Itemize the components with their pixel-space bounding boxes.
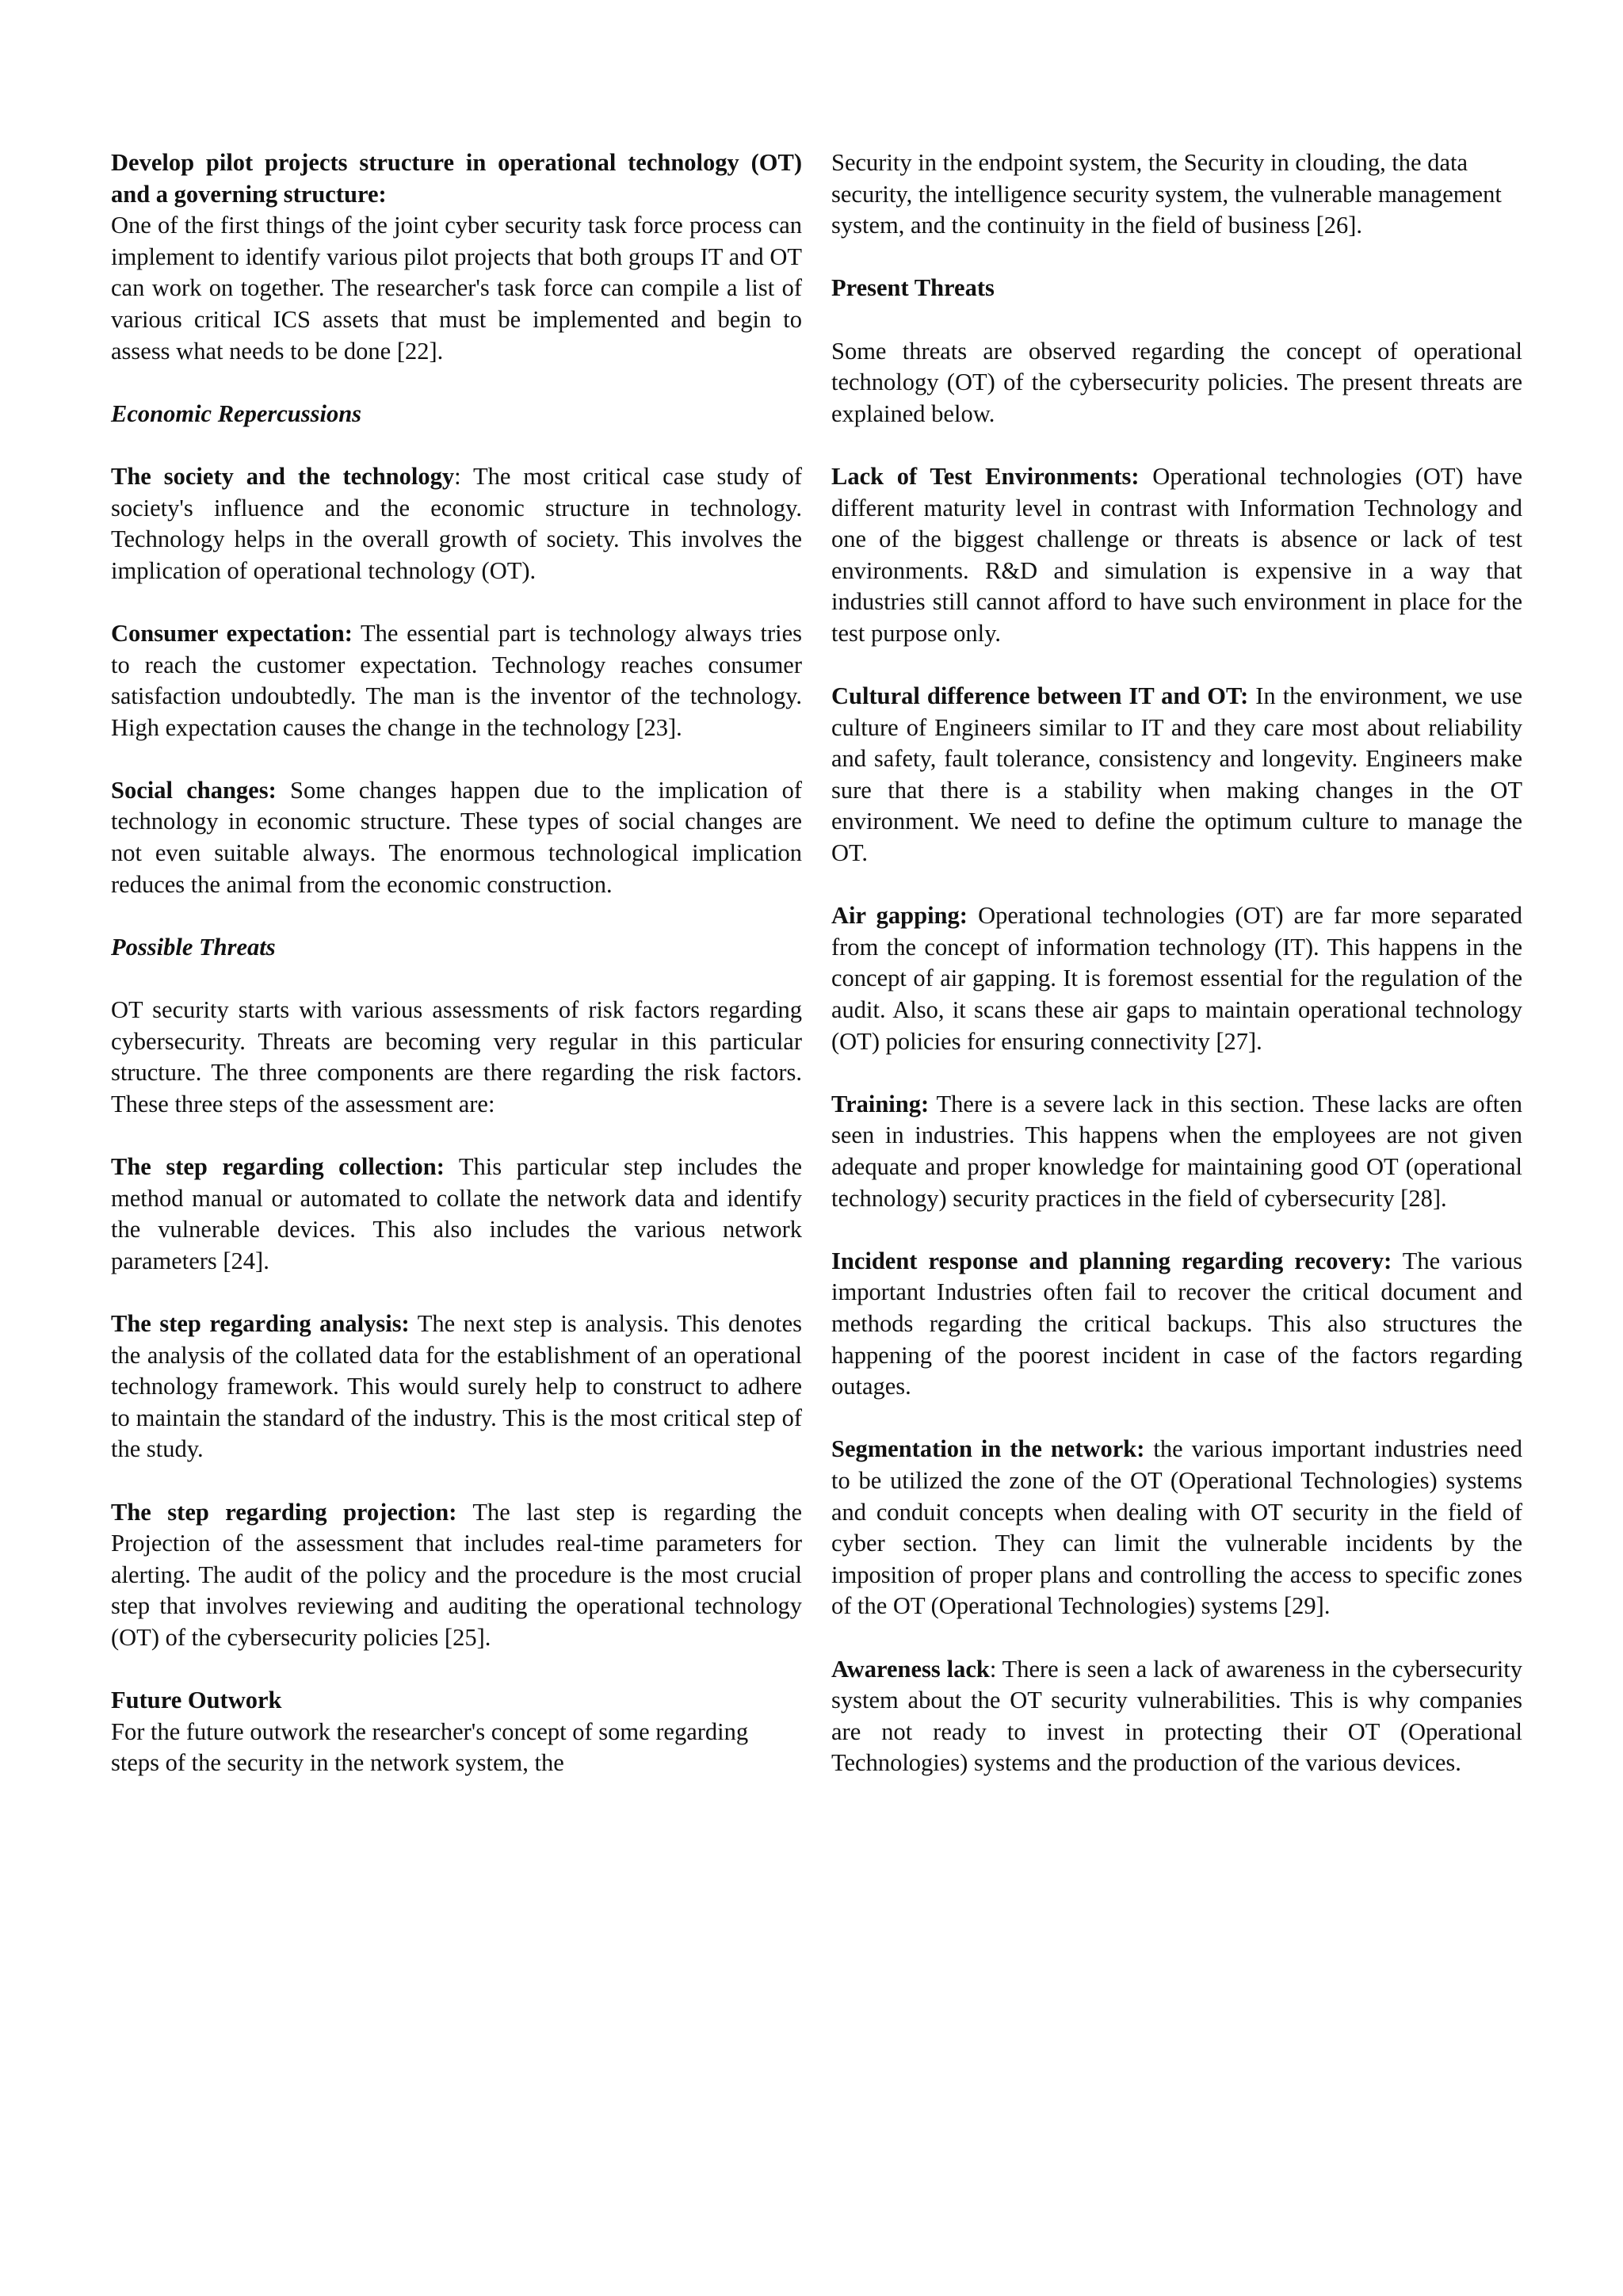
threat-lead: Training: — [831, 1090, 930, 1117]
pilot-projects-text: One of the first things of the joint cyber security task force process can implement to identify various pilot projects that both groups IT and OT can work on together. The researcher's task force can compile a list of various critical ICS assets that must be implemented and begin to assess what needs to be done [22]. — [111, 212, 802, 365]
analysis-step-lead: The step regarding analysis: — [111, 1309, 410, 1337]
threat-air-gapping — [831, 900, 1522, 1057]
future-outwork-text: For the future outwork the researcher's concept of some regarding steps of the security in the network system, the — [111, 1717, 749, 1777]
collection-step-text: This particular step includes the method manual or automated to collate the network data and identify the vulnerable devices. This also includes the various network parameters [24]. — [111, 1153, 803, 1274]
threat-network-segmentation — [831, 1434, 1522, 1622]
present-threats-intro: Some threats are observed regarding the concept of operational technology (OT) of the cybersecurity policies. The present threats are explained below. — [831, 337, 1522, 427]
future-outwork-section — [111, 1685, 802, 1779]
threat-awareness-lack — [831, 1654, 1522, 1779]
social-changes-lead: Social changes: — [111, 776, 277, 804]
threat-text: Operational technologies (OT) are far more separated from the concept of information technology (IT). This happens in the concept of air gapping. It is foremost essential for the regulation of the audit. Also, it scans these air gaps to maintain operational technology (OT) policies for ensuring connectivity [27]. — [831, 902, 1522, 1055]
consumer-expectation-paragraph — [111, 618, 802, 743]
threat-text: : There is seen a lack of awareness in the cybersecurity system about the OT security vulnerabilities. This is why companies are not ready to invest in protecting their OT (Operational Technologies) systems and the production of the various devices. — [831, 1655, 1522, 1777]
threat-text: There is a severe lack in this section. These lacks are often seen in industries. This happens when the employees are not given adequate and proper knowledge for maintaining good OT (operational technology) security practices in the field of cybersecurity [28]. — [831, 1090, 1522, 1212]
threat-text: In the environment, we use culture of Engineers similar to IT and they care most about reliability and safety, fault tolerance, consistency and longevity. Engineers make sure that there is a stability when making changes in the OT environment. We need to define the optimum culture to manage the OT. — [831, 682, 1522, 867]
threat-lead: Segmentation in the network: — [831, 1435, 1145, 1463]
threat-incident-response — [831, 1246, 1522, 1403]
threat-lead: Lack of Test Environments: — [831, 462, 1140, 490]
collection-step-paragraph — [111, 1152, 802, 1277]
threat-text: the various important industries need to be utilized the zone of the OT (Operational Technologies) systems and conduit concepts when dealing with OT security in the field of cyber section. They can limit the vulnerable incidents by the imposition of proper plans and controlling the access to specific zones of the OT (Operational Technologies) systems [29]. — [831, 1435, 1522, 1620]
collection-step-lead: The step regarding collection: — [111, 1153, 445, 1180]
projection-step-text: The last step is regarding the Projection of the assessment that includes real-time parameters for alerting. The audit of the policy and the procedure is the most crucial step that involves reviewing and auditing the operational technology (OT) of the cybersecurity policies [25]. — [111, 1498, 802, 1651]
pilot-projects-heading: Develop pilot projects structure in operational technology (OT) and a governing structure: — [111, 149, 802, 208]
threat-cultural-difference — [831, 681, 1522, 869]
society-technology-lead: The society and the technology — [111, 462, 455, 490]
right-column — [831, 147, 1522, 1779]
threat-lead: Awareness lack — [831, 1655, 990, 1683]
society-technology-paragraph — [111, 461, 802, 586]
possible-threats-heading: Possible Threats — [111, 933, 276, 961]
left-column — [111, 147, 802, 1779]
threat-test-environments — [831, 461, 1522, 650]
projection-step-lead: The step regarding projection: — [111, 1498, 457, 1526]
possible-threats-intro: OT security starts with various assessments of risk factors regarding cybersecurity. Threats are becoming very regular in this particular structure. The three components are there regarding the risk factors. These three steps of the assessment are: — [111, 996, 802, 1117]
consumer-expectation-lead: Consumer expectation: — [111, 619, 353, 647]
future-outwork-heading: Future Outwork — [111, 1687, 282, 1714]
future-outwork-continued: Security in the endpoint system, the Security in clouding, the data security, the intelligence security system, the vulnerable management system, and the continuity in the field of business [26]. — [831, 149, 1502, 239]
social-changes-text: Some changes happen due to the implication of technology in economic structure. These types of social changes are not even suitable always. The enormous technological implication reduces the animal from the economic construction. — [111, 776, 802, 898]
projection-step-paragraph — [111, 1497, 802, 1654]
threat-lead: Air gapping: — [831, 902, 968, 930]
threat-text: Operational technologies (OT) have different maturity level in contrast with Information Technology and one of the biggest challenge or threats is absence or lack of test environments. R&D and simulation is expensive in a way that industries still cannot afford to have such environment in place for the test purpose only. — [831, 462, 1522, 647]
threat-training — [831, 1089, 1522, 1214]
analysis-step-paragraph — [111, 1308, 802, 1465]
threat-text: The various important Industries often fail to recover the critical document and methods regarding the critical backups. This also structures the happening of the poorest incident in case of the factors regarding outages. — [831, 1247, 1523, 1400]
society-technology-text: : The most critical case study of society's influence and the economic structure in technology. Technology helps in the overall growth of society. This involves the implication of operational technology (OT). — [111, 462, 802, 584]
consumer-expectation-text: The essential part is technology always tries to reach the customer expectation. Technology reaches consumer satisfaction undoubtedly. The man is the inventor of the technology. High expectation causes the change in the technology [23]. — [111, 619, 802, 741]
analysis-step-text: The next step is analysis. This denotes the analysis of the collated data for the establishment of an operational technology framework. This would surely help to construct to adhere to maintain the standard of the industry. This is the most critical step of the study. — [111, 1309, 802, 1463]
pilot-projects-section — [111, 147, 802, 367]
threat-lead: Cultural difference between IT and OT: — [831, 682, 1249, 710]
threat-lead: Incident response and planning regarding recovery: — [831, 1247, 1392, 1274]
economic-repercussions-heading: Economic Repercussions — [111, 399, 362, 427]
present-threats-heading: Present Threats — [831, 274, 995, 302]
social-changes-paragraph — [111, 775, 802, 900]
